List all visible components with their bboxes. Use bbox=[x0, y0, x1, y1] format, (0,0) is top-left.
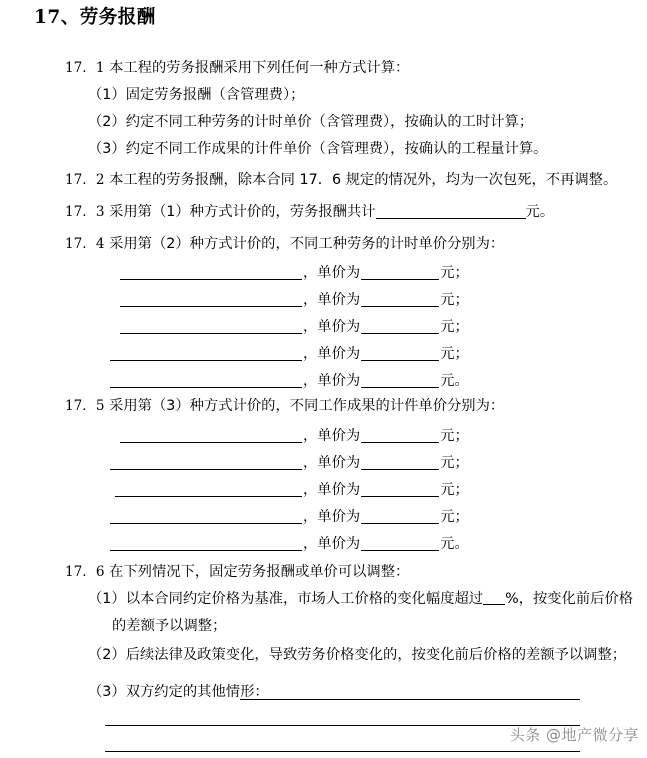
fill-separator-label: ，单价为 bbox=[303, 292, 361, 308]
price-blank[interactable] bbox=[361, 535, 439, 551]
fill-unit-label: 元； bbox=[440, 292, 469, 308]
fill-row bbox=[120, 262, 470, 284]
item-blank[interactable] bbox=[115, 481, 302, 497]
fill-separator-label: ，单价为 bbox=[303, 373, 361, 389]
section-17-5 bbox=[65, 396, 504, 416]
item-blank[interactable] bbox=[120, 318, 302, 334]
section-number-17-5: 17．5 bbox=[65, 398, 105, 414]
fill-separator-label: ，单价为 bbox=[303, 509, 361, 525]
price-blank[interactable] bbox=[361, 291, 439, 307]
fill-unit-label: 元； bbox=[440, 346, 469, 362]
item-blank[interactable] bbox=[120, 264, 302, 280]
section-17-3 bbox=[65, 202, 554, 222]
section-17-1-item-1: （1）固定劳务报酬（含管理费）； bbox=[88, 87, 305, 103]
section-17-6 bbox=[65, 562, 409, 582]
fill-unit-label: 元； bbox=[440, 265, 469, 281]
fill-row bbox=[120, 289, 470, 311]
fill-separator-label: ，单价为 bbox=[303, 265, 361, 281]
fill-unit-label: 元； bbox=[440, 455, 469, 471]
item-blank[interactable] bbox=[110, 454, 302, 470]
fill-row bbox=[110, 506, 470, 528]
section-number-17-3: 17．3 bbox=[65, 204, 105, 220]
fill-row bbox=[120, 425, 470, 447]
section-17-1-item-3: （3）约定不同工作成果的计件单价（含管理费），按确认的工程量计算。 bbox=[88, 141, 548, 157]
section-text-17-1: 本工程的劳务报酬采用下列任何一种方式计算： bbox=[109, 60, 410, 76]
section-number-17-4: 17．4 bbox=[65, 236, 105, 252]
section-number-17-6: 17．6 bbox=[65, 564, 105, 580]
price-blank[interactable] bbox=[361, 508, 439, 524]
section-number-17-1: 17．1 bbox=[65, 60, 105, 76]
section-text-17-2: 本工程的劳务报酬，除本合同 17．6 规定的情况外，均为一次包死，不再调整。 bbox=[109, 172, 618, 188]
fill-row bbox=[110, 370, 470, 392]
section-17-1 bbox=[65, 58, 409, 78]
section-text-17-5: 采用第（3）种方式计价的，不同工作成果的计件单价分别为： bbox=[109, 398, 505, 414]
percentage-blank[interactable] bbox=[483, 591, 505, 605]
item-1-text-before: （1）以本合同约定价格为基准，市场人工价格的变化幅度超过 bbox=[88, 591, 484, 607]
fill-unit-label: 元； bbox=[440, 482, 469, 498]
item-blank[interactable] bbox=[110, 535, 302, 551]
fill-row bbox=[120, 316, 470, 338]
other-terms-blank-line-1[interactable] bbox=[240, 699, 580, 700]
price-blank[interactable] bbox=[361, 481, 439, 497]
item-blank[interactable] bbox=[110, 345, 302, 361]
fill-row bbox=[110, 452, 470, 474]
price-blank[interactable] bbox=[361, 427, 439, 443]
fill-row bbox=[110, 343, 470, 365]
fill-unit-label: 元。 bbox=[440, 536, 469, 552]
fill-separator-label: ，单价为 bbox=[303, 428, 361, 444]
fill-separator-label: ，单价为 bbox=[303, 536, 361, 552]
section-17-1-item-2: （2）约定不同工种劳务的计时单价（含管理费），按确认的工时计算； bbox=[88, 114, 534, 130]
section-text-17-3-after: 元。 bbox=[525, 204, 555, 220]
price-blank[interactable] bbox=[361, 345, 439, 361]
fill-unit-label: 元。 bbox=[440, 373, 469, 389]
section-text-17-3-before: 采用第（1）种方式计价的，劳务报酬共计 bbox=[109, 204, 376, 220]
section-17-6-item-1-line-1 bbox=[88, 589, 633, 609]
item-1-text-after: %，按变化前后价格 bbox=[505, 591, 634, 607]
fill-row bbox=[110, 533, 470, 555]
item-blank[interactable] bbox=[120, 427, 302, 443]
fill-separator-label: ，单价为 bbox=[303, 482, 361, 498]
amount-blank-17-3[interactable] bbox=[376, 203, 526, 219]
fill-separator-label: ，单价为 bbox=[303, 346, 361, 362]
section-text-17-6: 在下列情况下，固定劳务报酬或单价可以调整： bbox=[109, 564, 410, 580]
section-17-2 bbox=[65, 170, 617, 190]
item-blank[interactable] bbox=[110, 508, 302, 524]
fill-separator-label: ，单价为 bbox=[303, 319, 361, 335]
page-title: 17、劳务报酬 bbox=[34, 7, 156, 28]
price-blank[interactable] bbox=[361, 264, 439, 280]
item-blank[interactable] bbox=[120, 291, 302, 307]
other-terms-blank-line-3[interactable] bbox=[105, 751, 580, 752]
section-number-17-2: 17．2 bbox=[65, 172, 105, 188]
price-blank[interactable] bbox=[361, 318, 439, 334]
fill-unit-label: 元； bbox=[440, 319, 469, 335]
item-3-label: （3）双方约定的其他情形： bbox=[88, 684, 269, 700]
watermark-text: 头条 @地产微分享 bbox=[509, 726, 639, 744]
price-blank[interactable] bbox=[361, 454, 439, 470]
section-text-17-4: 采用第（2）种方式计价的，不同工种劳务的计时单价分别为： bbox=[109, 236, 505, 252]
fill-unit-label: 元； bbox=[440, 428, 469, 444]
section-17-6-item-1-line-2: 的差额予以调整； bbox=[112, 618, 227, 634]
fill-separator-label: ，单价为 bbox=[303, 455, 361, 471]
item-blank[interactable] bbox=[110, 372, 302, 388]
section-17-6-item-2: （2）后续法律及政策变化，导致劳务价格变化的，按变化前后价格的差额予以调整； bbox=[88, 647, 627, 663]
price-blank[interactable] bbox=[361, 372, 439, 388]
fill-row bbox=[115, 479, 470, 501]
fill-unit-label: 元； bbox=[440, 509, 469, 525]
section-17-4 bbox=[65, 234, 504, 254]
